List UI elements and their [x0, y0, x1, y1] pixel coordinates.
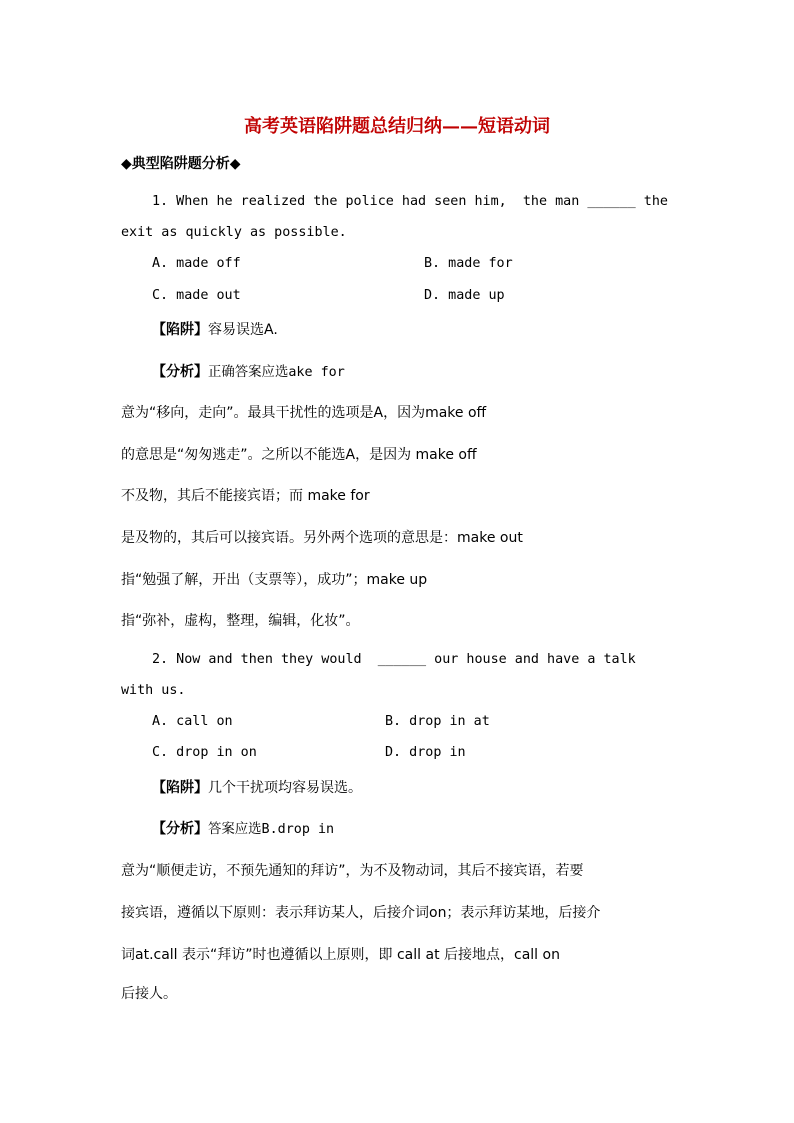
q1-option-d: D. made up — [424, 288, 505, 303]
q2-trap-label: 【陷阱】 — [152, 780, 208, 796]
q1-analysis-label: 【分析】 — [152, 364, 208, 380]
q1-option-a: A. made off — [152, 256, 241, 271]
q1-trap-text: 容易误选A. — [208, 322, 278, 338]
q2-analysis-line-4: 后接人。 — [121, 986, 177, 1002]
q2-option-d: D. drop in — [385, 745, 466, 760]
q2-trap-text: 几个干扰项均容易误选。 — [208, 780, 362, 796]
q1-option-b: B. made for — [424, 256, 513, 271]
q2-stem-line1: 2. Now and then they would ______ our house and have a talk — [152, 652, 636, 667]
q1-option-c: C. made out — [152, 288, 241, 303]
q1-analysis-line-1: 意为“移向，走向”。最具干扰性的选项是A，因为make off — [121, 405, 487, 421]
q1-analysis-line-5: 指“勉强了解，开出（支票等），成功”；make up — [121, 572, 428, 588]
q1-analysis-line-3: 不及物，其后不能接宾语；而 make for — [121, 488, 370, 504]
q2-analysis-text: 答案应选B.drop in — [208, 822, 335, 837]
q2-option-c: C. drop in on — [152, 745, 257, 760]
q2-analysis-label: 【分析】 — [152, 821, 208, 837]
q1-stem-line2: exit as quickly as possible. — [121, 225, 347, 240]
q1-analysis-line-6: 指“弥补，虚构，整理，编辑，化妆”。 — [121, 613, 360, 629]
q1-analysis — [152, 363, 345, 382]
q2-analysis — [152, 820, 334, 839]
q1-trap-label: 【陷阱】 — [152, 322, 208, 338]
q1-trap — [152, 321, 278, 339]
document-title: 高考英语陷阱题总结归纳——短语动词 — [244, 116, 550, 137]
q2-analysis-line-3: 词at.call 表示“拜访”时也遵循以上原则，即 call at 后接地点，call on — [121, 947, 560, 963]
q2-stem-line2: with us. — [121, 683, 186, 698]
q2-option-a: A. call on — [152, 714, 233, 729]
q2-option-b: B. drop in at — [385, 714, 490, 729]
q1-stem-line1: 1. When he realized the police had seen him, the man ______ the — [152, 194, 668, 209]
q1-analysis-text: 正确答案应选ake for — [208, 365, 345, 380]
q2-analysis-line-2: 接宾语，遵循以下原则：表示拜访某人，后接介词on；表示拜访某地，后接介 — [121, 905, 601, 921]
section-heading: ◆典型陷阱题分析◆ — [121, 156, 241, 172]
q2-analysis-line-1: 意为“顺便走访，不预先通知的拜访”，为不及物动词，其后不接宾语，若要 — [121, 863, 584, 879]
q1-analysis-line-4: 是及物的，其后可以接宾语。另外两个选项的意思是：make out — [121, 530, 523, 546]
q1-analysis-line-2: 的意思是“匆匆逃走”。之所以不能选A，是因为 make off — [121, 447, 477, 463]
q2-trap — [152, 779, 362, 797]
